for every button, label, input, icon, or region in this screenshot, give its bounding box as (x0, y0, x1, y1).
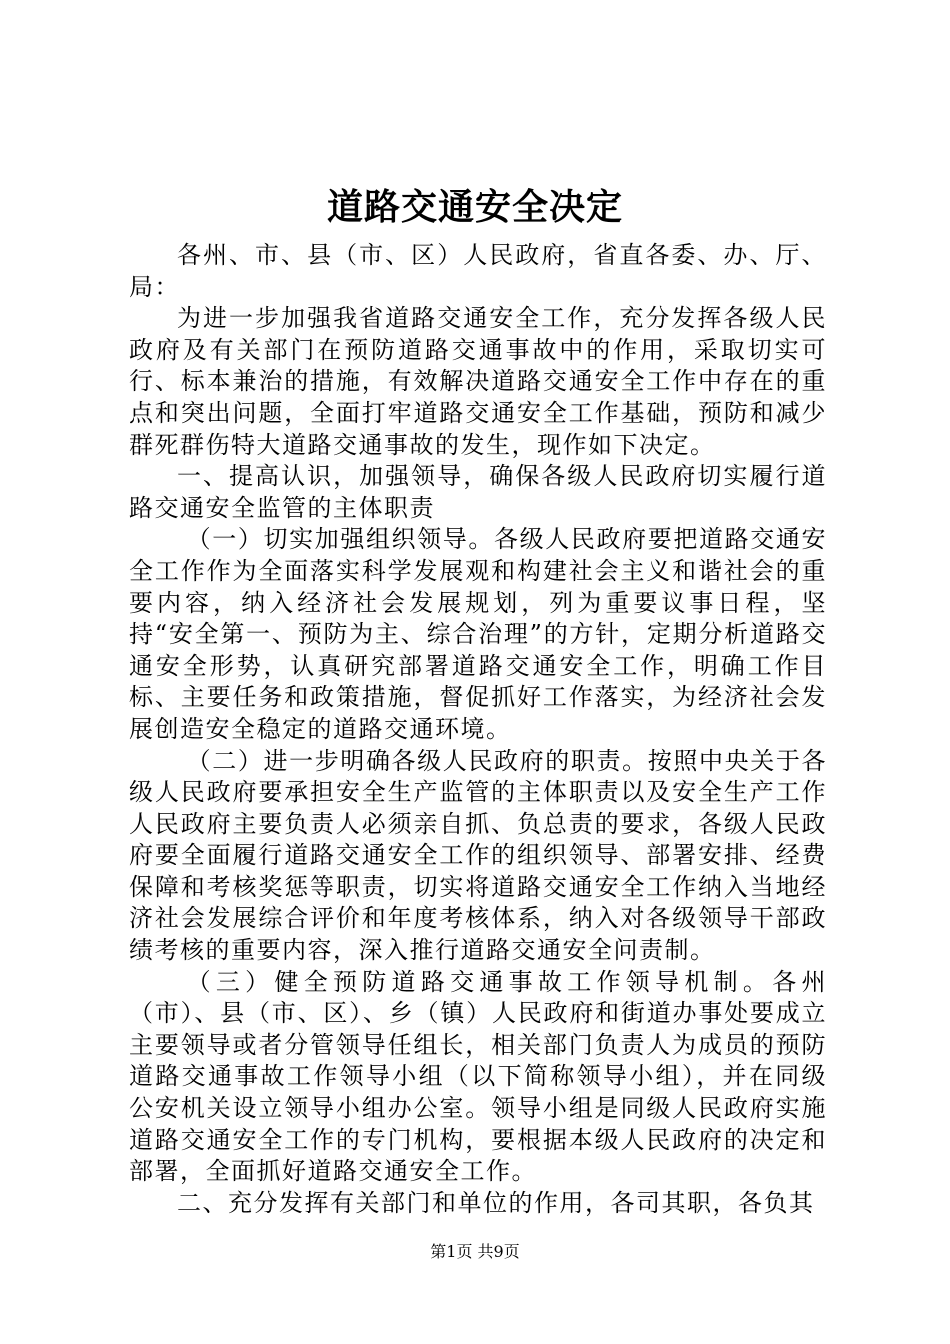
page-number-footer: 第1页 共9页 (430, 1242, 520, 1261)
section-heading-1: 一、提高认识，加强领导，确保各级人民政府切实履行道路交通安全监管的主体职责 (129, 462, 827, 522)
document-body (129, 240, 827, 1219)
intro-paragraph: 为进一步加强我省道路交通安全工作，充分发挥各级人民政府及有关部门在预防道路交通事故中的作用，采取切实可行、标本兼治的措施，有效解决道路交通安全工作中存在的重点和突出问题，全面打牢道路交通安全工作基础，预防和减少群死群伤特大道路交通事故的发生，现作如下决定。 (129, 304, 827, 459)
section-heading-2: 二、充分发挥有关部门和单位的作用，各司其职，各负其 (177, 1188, 815, 1217)
subsection-paragraph-1: （一）切实加强组织领导。各级人民政府要把道路交通安全工作作为全面落实科学发展观和构建社会主义和谐社会的重要内容，纳入经济社会发展规划，列为重要议事日程，坚持“安全第一、预防为主、综合治理”的方针，定期分析道路交通安全形势，认真研究部署道路交通安全工作，明确工作目标、主要任务和政策措施，督促抓好工作落实，为经济社会发展创造安全稳定的道路交通环境。 (129, 525, 827, 743)
subsection-paragraph-3: （三）健全预防道路交通事故工作领导机制。各州（市）、县（市、区）、乡（镇）人民政府和街道办事处要成立主要领导或者分管领导任组长，相关部门负责人为成员的预防道路交通事故工作领导小组（以下简称领导小组），并在同级公安机关设立领导小组办公室。领导小组是同级人民政府实施道路交通安全工作的专门机构，要根据本级人民政府的决定和部署，全面抓好道路交通安全工作。 (129, 967, 827, 1186)
subsection-paragraph-2: （二）进一步明确各级人民政府的职责。按照中央关于各级人民政府要承担安全生产监管的主体职责以及安全生产工作人民政府主要负责人必须亲自抓、负总责的要求，各级人民政府要全面履行道路交通安全工作的组织领导、部署安排、经费保障和考核奖惩等职责，切实将道路交通安全工作纳入当地经济社会发展综合评价和年度考核体系，纳入对各级领导干部政绩考核的重要内容，深入推行道路交通安全问责制。 (129, 746, 827, 965)
salutation-paragraph: 各州、市、县（市、区）人民政府，省直各委、办、厅、局： (129, 241, 827, 301)
document-title: 道路交通安全决定 (326, 186, 623, 228)
